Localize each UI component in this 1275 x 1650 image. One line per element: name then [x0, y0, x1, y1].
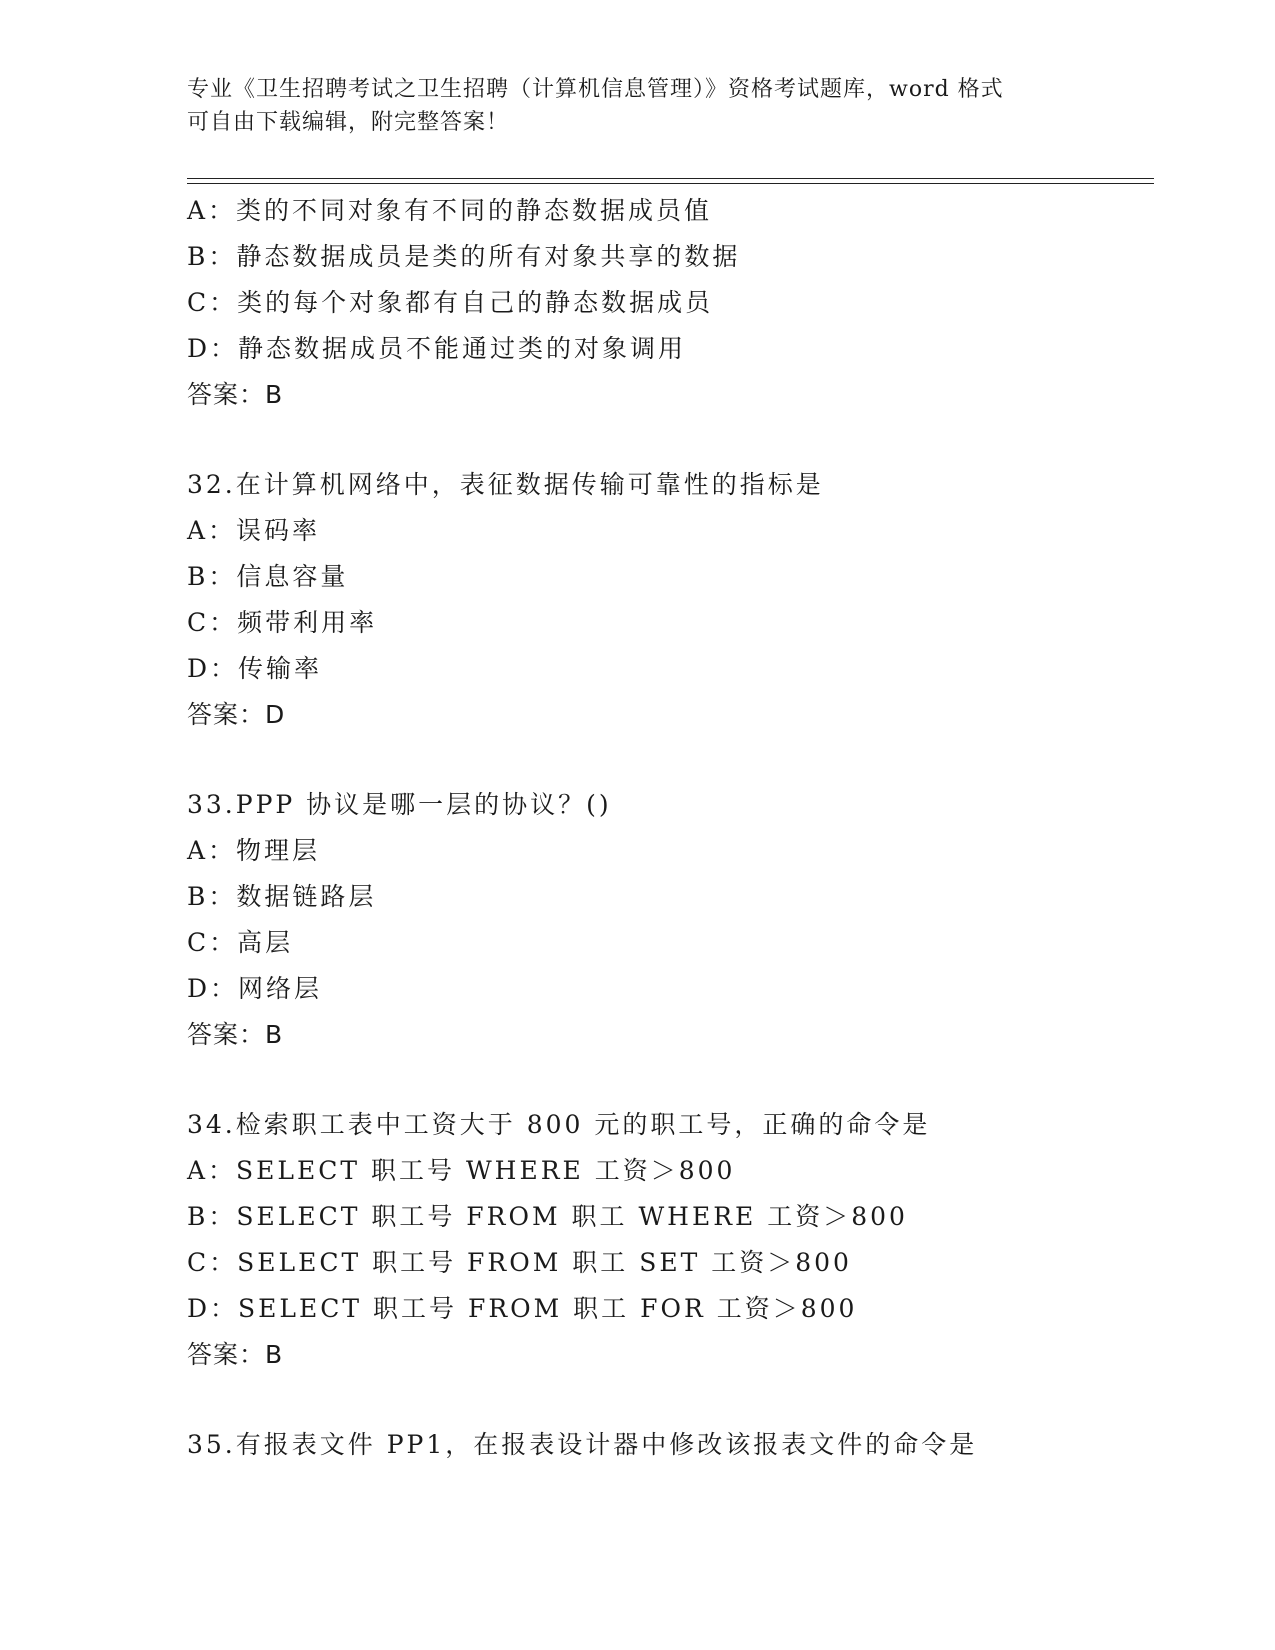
question-text: 34.检索职工表中工资大于 800 元的职工号，正确的命令是 — [187, 1110, 931, 1139]
option-c: C：类的每个对象都有自己的静态数据成员 — [187, 288, 714, 317]
option-c: C：高层 — [187, 928, 294, 957]
answer-line: 答案：B — [187, 1340, 284, 1369]
option-d: D：SELECT 职工号 FROM 职工 FOR 工资＞800 — [187, 1294, 858, 1323]
option-c: C：频带利用率 — [187, 608, 378, 637]
question-text: 35.有报表文件 PP1，在报表设计器中修改该报表文件的命令是 — [187, 1430, 978, 1459]
question-35 — [187, 1422, 977, 1468]
option-a: A：类的不同对象有不同的静态数据成员值 — [187, 196, 713, 225]
option-b: B：信息容量 — [187, 562, 349, 591]
answer-line: 答案：B — [187, 380, 284, 409]
option-d: D：传输率 — [187, 654, 323, 683]
answer-line: 答案：B — [187, 1020, 284, 1049]
question-list — [187, 188, 977, 1468]
answer-line: 答案：D — [187, 700, 286, 729]
header-divider-second — [187, 183, 1154, 184]
header-divider — [187, 178, 1154, 179]
question-34 — [187, 1102, 977, 1378]
option-d: D：静态数据成员不能通过类的对象调用 — [187, 334, 687, 363]
document-header — [187, 73, 1004, 139]
question-fragment-31 — [187, 188, 977, 418]
header-line-1: 专业《卫生招聘考试之卫生招聘（计算机信息管理）》资格考试题库，word 格式 — [187, 77, 1004, 102]
question-text: 32.在计算机网络中，表征数据传输可靠性的指标是 — [187, 470, 824, 499]
option-a: A：误码率 — [187, 516, 321, 545]
question-text: 33.PPP 协议是哪一层的协议？() — [187, 790, 612, 819]
option-d: D：网络层 — [187, 974, 323, 1003]
option-a: A：物理层 — [187, 836, 321, 865]
option-b: B：数据链路层 — [187, 882, 377, 911]
option-a: A：SELECT 职工号 WHERE 工资＞800 — [187, 1156, 736, 1185]
option-b: B：静态数据成员是类的所有对象共享的数据 — [187, 242, 741, 271]
option-c: C：SELECT 职工号 FROM 职工 SET 工资＞800 — [187, 1248, 852, 1277]
question-33 — [187, 782, 977, 1058]
header-line-2: 可自由下载编辑，附完整答案！ — [187, 110, 510, 135]
question-32 — [187, 462, 977, 738]
option-b: B：SELECT 职工号 FROM 职工 WHERE 工资＞800 — [187, 1202, 908, 1231]
